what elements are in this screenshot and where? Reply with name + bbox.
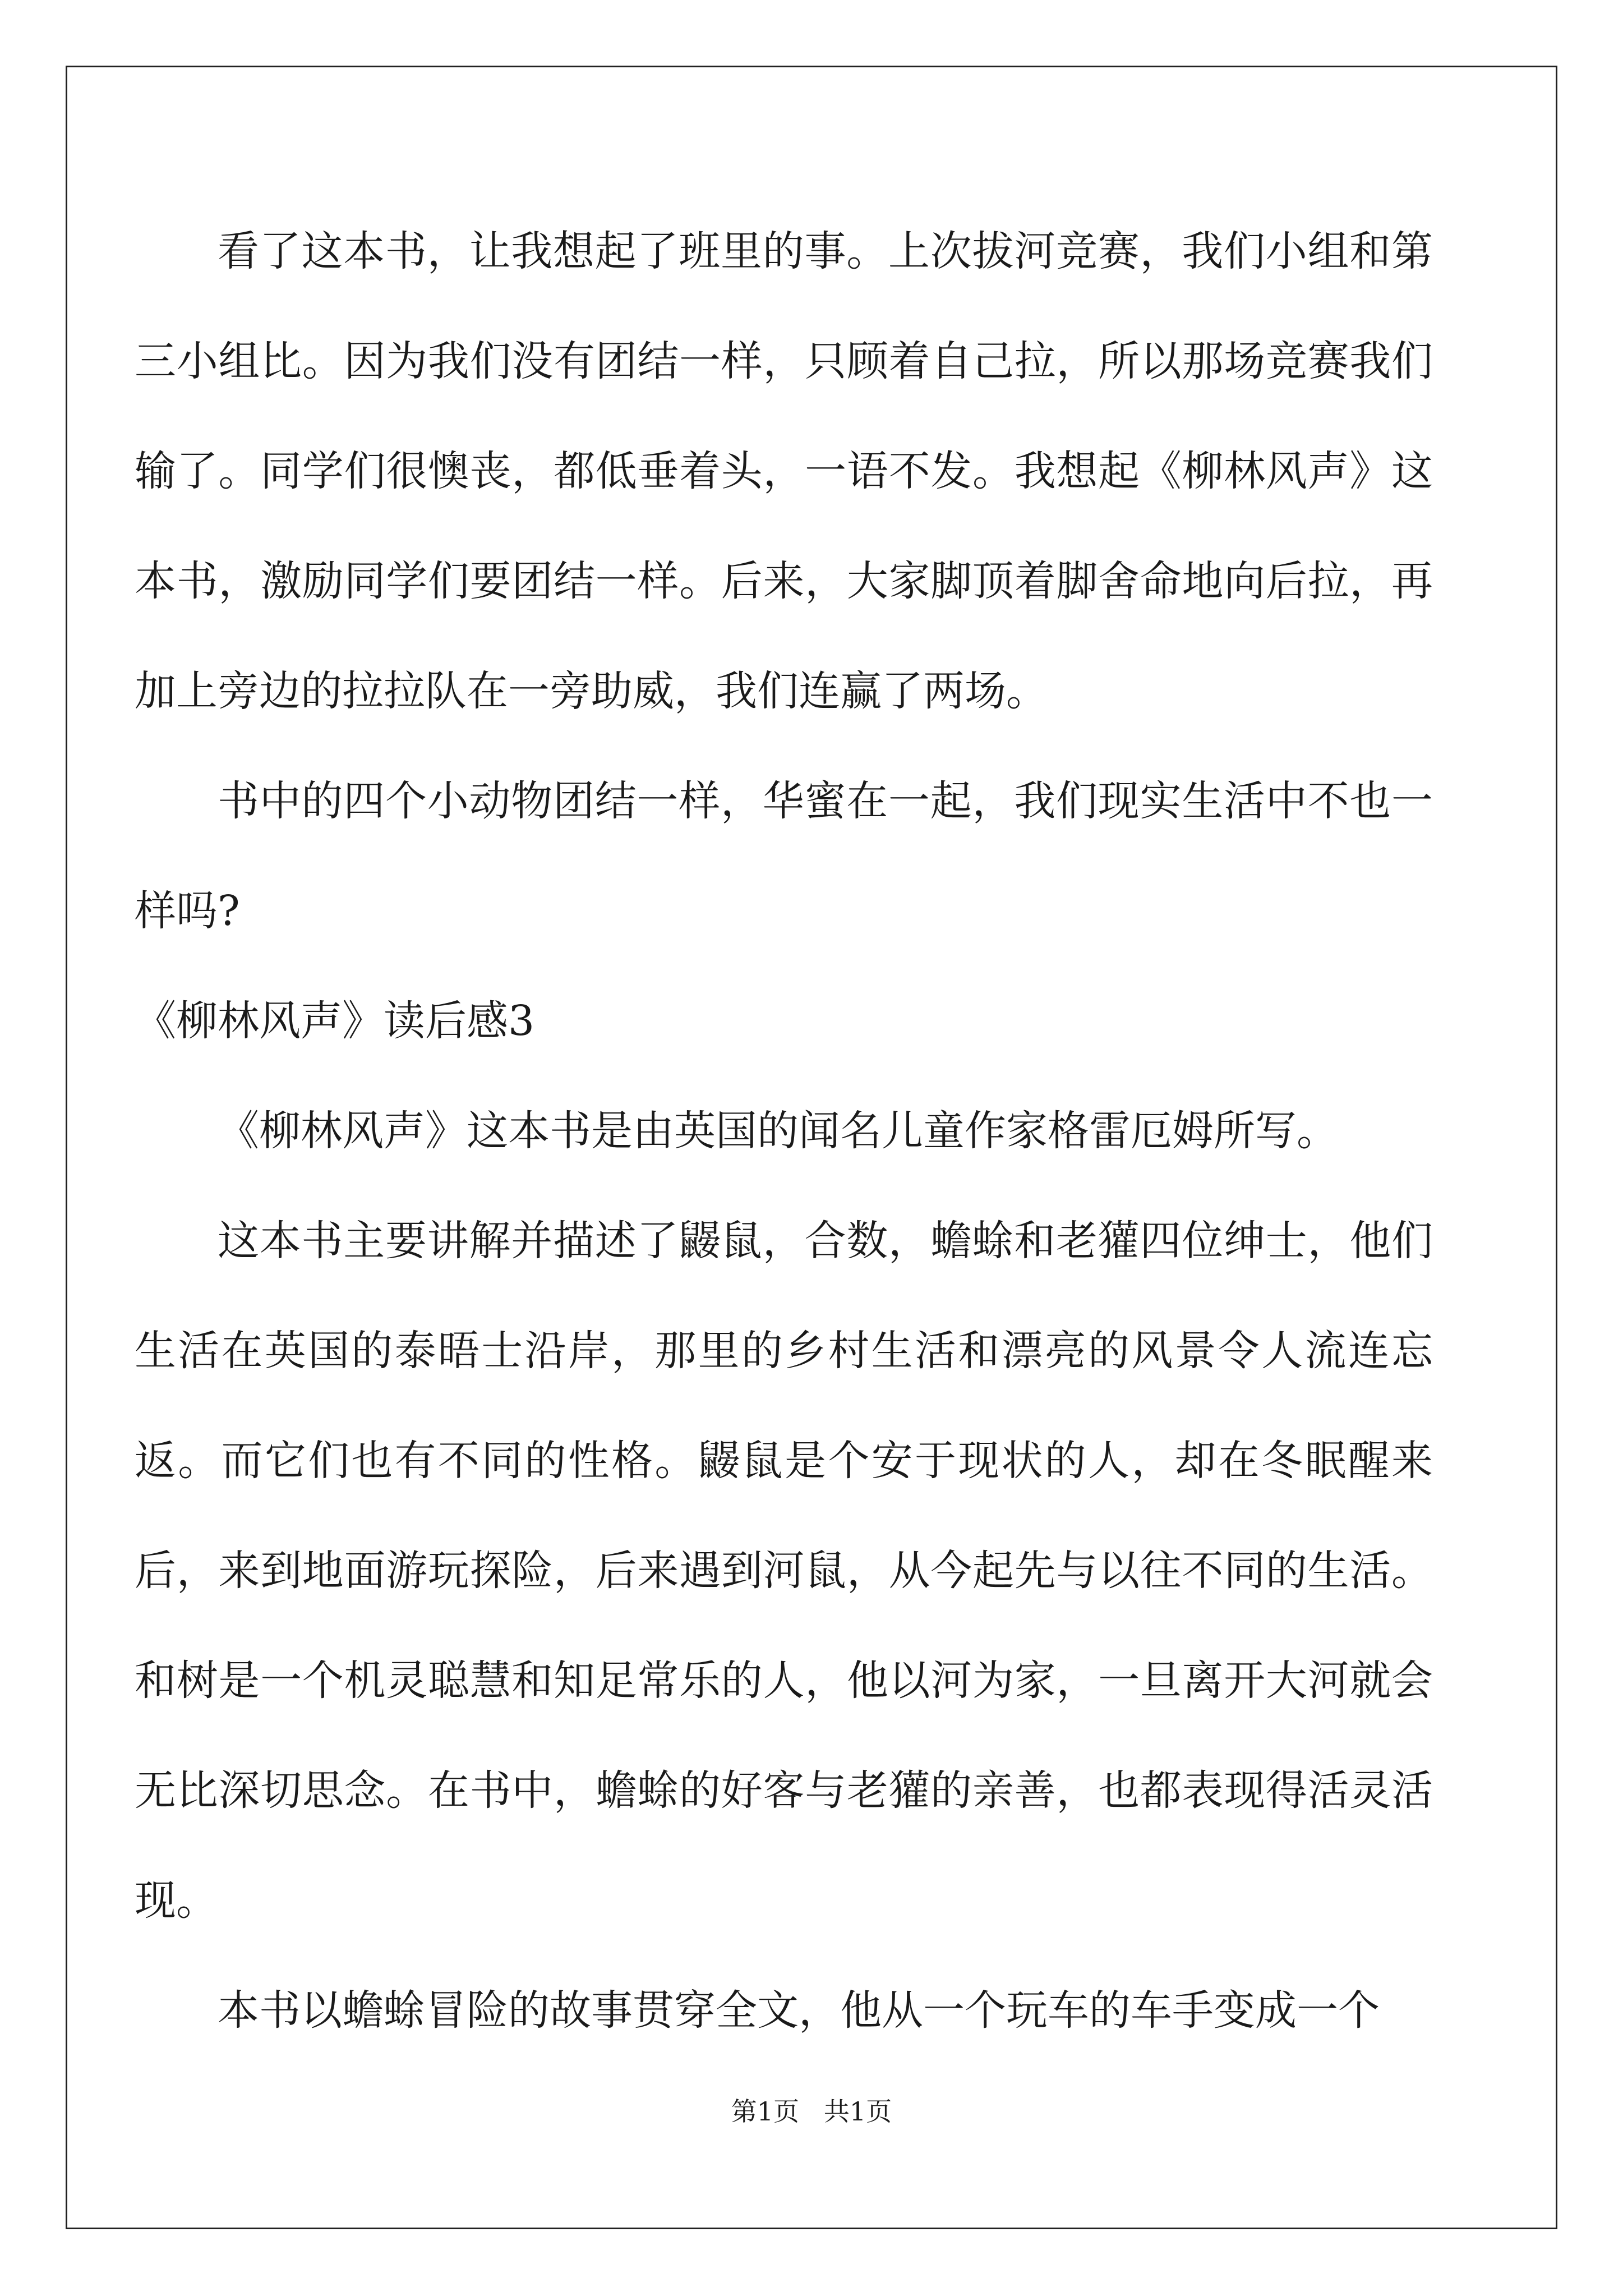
paragraph-four-animals: 书中的四个小动物团结一样，华蜜在一起，我们现实生活中不也一样吗? — [135, 777, 1433, 935]
paragraph-summary: 这本书主要讲解并描述了鼹鼠，合数，蟾蜍和老獾四位绅士，他们生活在英国的泰晤士沿岸，那里的乡村生活和漂亮的风景令人流连忘返。而它们也有不同的性格。鼹鼠是个安于现状的人，却在冬眠醒来后，来到地面游玩探险，后来遇到河鼠，从今起先与以往不同的生活。和树是一个机灵聪慧和知足常乐的人，他以河为家，一旦离开大河就会无比深切思念。在书中，蟾蜍的好客与老獾的亲善，也都表现得活灵活现。 — [135, 1217, 1433, 1925]
paragraph-author: 《柳林风声》这本书是由英国的闻名儿童作家格雷厄姆所写。 — [218, 1107, 1338, 1155]
paragraph-tug-of-war: 看了这本书，让我想起了班里的事。上次拔河竞赛，我们小组和第三小组比。因为我们没有团结一样，只顾着自己拉，所以那场竞赛我们输了。同学们很懊丧，都低垂着头，一语不发。我想起《柳林风声》这本书，激励同学们要团结一样。后来，大家脚顶着脚舍命地向后拉，再加上旁边的拉拉队在一旁助威，我们连赢了两场。 — [135, 227, 1433, 715]
section-heading: 《柳林风声》读后感3 — [135, 997, 535, 1045]
page-number-footer: 第1页 共1页 — [731, 2096, 892, 2127]
paragraph-toad-adventure: 本书以蟾蜍冒险的故事贯穿全文，他从一个玩车的车手变成一个 — [218, 1986, 1380, 2035]
